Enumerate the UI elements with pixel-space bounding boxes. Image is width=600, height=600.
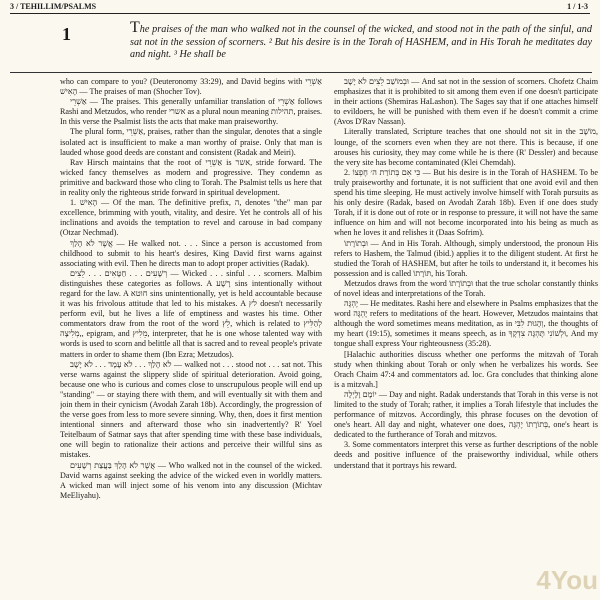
verse-translation (130, 19, 592, 62)
commentary-paragraph: who can compare to you? (Deuteronomy 33:29), and David begins with אַשְׁרֵי הָאִישׁ — The praises of man (Shocher Tov). (60, 77, 322, 97)
commentary-paragraph: וּבְתוֹרָתוֹ — And in His Torah. Although, simply understood, the pronoun His refers to Hashem, the Talmud (ibid.) applies it to the diligent student. At first he studied the Torah of HASHEM, but after he toils to understand it, it becomes his possession and is called תּוֹרָתוֹ, his Torah. (334, 238, 598, 278)
commentary-paragraph: The plural form, אַשְׁרֵי, praises, rather than the singular, denotes that a single isolated act is insufficient to make a man worthy of praise. Only that man is lauded whose good deeds are constant and consistent (Radak and Meiri). (60, 127, 322, 157)
commentary-paragraph: יֶהְגֶּה — He meditates. Rashi here and elsewhere in Psalms emphasizes that the word יֶהְגֶּה refers to meditations of the heart. However, Metzudos maintains that although the word sometimes means meditation, as in וְהָגוּת לִבִּי, the thoughts of my heart (19:15), sometimes it means speech, as in וּלְשׁוֹנִי תֶּהְגֶּה צִדְקֶךָ, And my tongue shall express Your righteousness (35:28). (334, 299, 598, 349)
commentary-paragraph: Rav Hirsch maintains that the root of אַשְׁרֵי is אשר, stride forward. The wicked fancy themselves as modern and progressive. They condemn as primitive and backward those who cling to Torah. The Psalmist tells us here that in reality only the righteous stride forward in spiritual development. (60, 157, 322, 198)
commentary-paragraph: [Halachic authorities discuss whether one performs the mitzvah of Torah study when thinking about Torah or only when he verbalizes his words. See Orach Chaim 47:4 and commentators ad. loc. Gra concludes that thinking alone is a mitzvah.] (334, 349, 598, 389)
watermark-logo: 4You (536, 565, 598, 595)
commentary-paragraph: אֲשֶׁר לֹא הָלַךְ — He walked not. . . . Since a person is accustomed from childhood to submit to his heart's desires, King David first warns against associating with evil. Then he directs man to adopt proper activities (Radak). (60, 238, 322, 268)
commentary-right-column (334, 77, 598, 600)
commentary-paragraph: רְשָׁעִים . . . חַטָּאִים . . . לֵצִים — Wicked . . . sinful . . . scorners. Malbim distinguishes these categories as follows. A רָשָׁע sins intentionally without regard for the law. A חוטא sins unintentionally, yet is held accountable because it was his frivolous attitude that led to his mistakes. A לץ doesn't necessarily perform evil, but he lives a life of emptiness and wastes his time. Other commentators draw from the root of the word לֵץ, which is related to לְהַלִּיץ ,מְלִיצָה, epigram, and מֵלִיץ, interpreter, that he is one whose talented way with words is used to scorn and belittle all that is sacred and to reveal people's private matters in order to shame them (Ibn Ezra; Metzudos). (60, 268, 322, 359)
page-reference: 1 / 1-3 (567, 2, 588, 11)
commentary-paragraph: 3. Some commentators interpret this verse as further descriptions of the noble deeds and positive influence of the praiseworthy individual, while others understand that it portrays his reward. (334, 440, 598, 470)
commentary-paragraph: אַשְׁרֵי — The praises. This generally unfamiliar translation of אַשְׁרֵי follows Rashi and Metzudos, who render אשרי as a plural noun meaning תהילות, praises. In this verse the Psalmist lists the acts that make man praiseworthy. (60, 97, 322, 127)
commentary-paragraph: לֹא הָלַךְ . . . לֹא עָמָד . . . לֹא יָשָׁב — walked not . . . stood not . . . sat not. This verse warns against the slippery slide of spiritual deterioration. Avoid going, because one who is curious and comes close to unscrupulous people will end up "standing" — or staying there with them, and will eventually sit with them and join them in their cynicism (Avodah Zarah 18b). Accordingly, the progression of the verse goes from less to more severe sinning. Why, then, does it first mention intentional sinners and afterward those who sin inadvertently? R' Yoel Teitelbaum of Satmar says that after spending time with these base individuals, one will begin to rationalize their actions and perceive their willful sins as mistakes. (60, 359, 322, 460)
commentary-left-column (60, 77, 322, 600)
verse-text: he praises of the man who walked not in the counsel of the wicked, and stood not in the path of the sinful, and sat not in the session of scorners. ² But his desire is in the Torah of HASHEM, and in His Torah he meditates day and night. ³ He shall be (130, 24, 592, 60)
commentary-paragraph: וּבְמוֹשַׁב לֵצִים לֹא יָשָׁב — And sat not in the session of scorners. Chofetz Chaim emphasizes that it is prohibited to sit among them even if one doesn't participate in their actions (Shemiras HaLashon). The Sages say that if one attaches himself to evildoers, he will be punished with them even if he doesn't commit a crime (Avos D'Rav Nassan). (334, 77, 598, 127)
chapter-number: 1 (62, 24, 71, 44)
drop-cap: T (130, 19, 140, 36)
section-title: 3 / TEHILLIM/PSALMS (10, 2, 97, 11)
commentary-paragraph: אֲשֶׁר לֹא הָלַךְ בַּעֲצַת רְשָׁעִים — Who walked not in the counsel of the wicked. David warns against seeking the advice of the wicked even in worldly matters. A wicked man will inject some of his venom into any discussion (Michtav MeEliyahu). (60, 460, 322, 500)
commentary-paragraph: 2. כִּי אִם בְּתוֹרַת ה׳ חֶפְצוֹ — But his desire is in the Torah of HASHEM. To be truly praiseworthy and fortunate, it is not sufficient that one avoid evil and then spend his time sleeping. He must actively involve himself with Torah pursuits as his only desire (Radak, based on Avodah Zarah 18b). Even if one does study Torah, if it is done out of rote or in response to pressure, it will not have the same influence on him and will not become incorporated into his being as much as when he loves it and relishes it (Daas Sofrim). (334, 167, 598, 238)
verse-block (10, 16, 592, 73)
commentary-paragraph: יוֹמָם וָלָיְלָה — Day and night. Radak understands that Torah in this verse is not limited to the study of Torah; rather, it implies a Torah lifestyle that includes the performance of mitzvos. Accordingly, this phrase focuses on the devotion of one's heart. All day and night, whatever one does, בְּתוֹרָתוֹ יֶהְגֶּה, one's heart is dedicated to the furtherance of Torah and mitzvos. (334, 389, 598, 440)
commentary-paragraph: 1. הָאִישׁ — Of the man. The definitive prefix, ה, denotes "the" man par excellence, brimming with youth, vitality, and desire. Yet he controls all of his inclinations and avoids the temptation to revel and carouse in bad company (Otzar Nechmad). (60, 198, 322, 238)
page-header (10, 0, 590, 14)
commentary-paragraph: Literally translated, Scripture teaches that one should not sit in the מוֹשָׁב, lounge, of the scorners even when they are not there. This is because, if one arouses his curiosity, they may come while he is there (R' Dessler) and because the very site has become contaminated (Klei Chemdah). (334, 127, 598, 167)
commentary-paragraph: Metzudos draws from the word וּבְתוֹרָתוֹ that the true scholar constantly thinks of novel ideas and interpretations of the Torah. (334, 278, 598, 298)
